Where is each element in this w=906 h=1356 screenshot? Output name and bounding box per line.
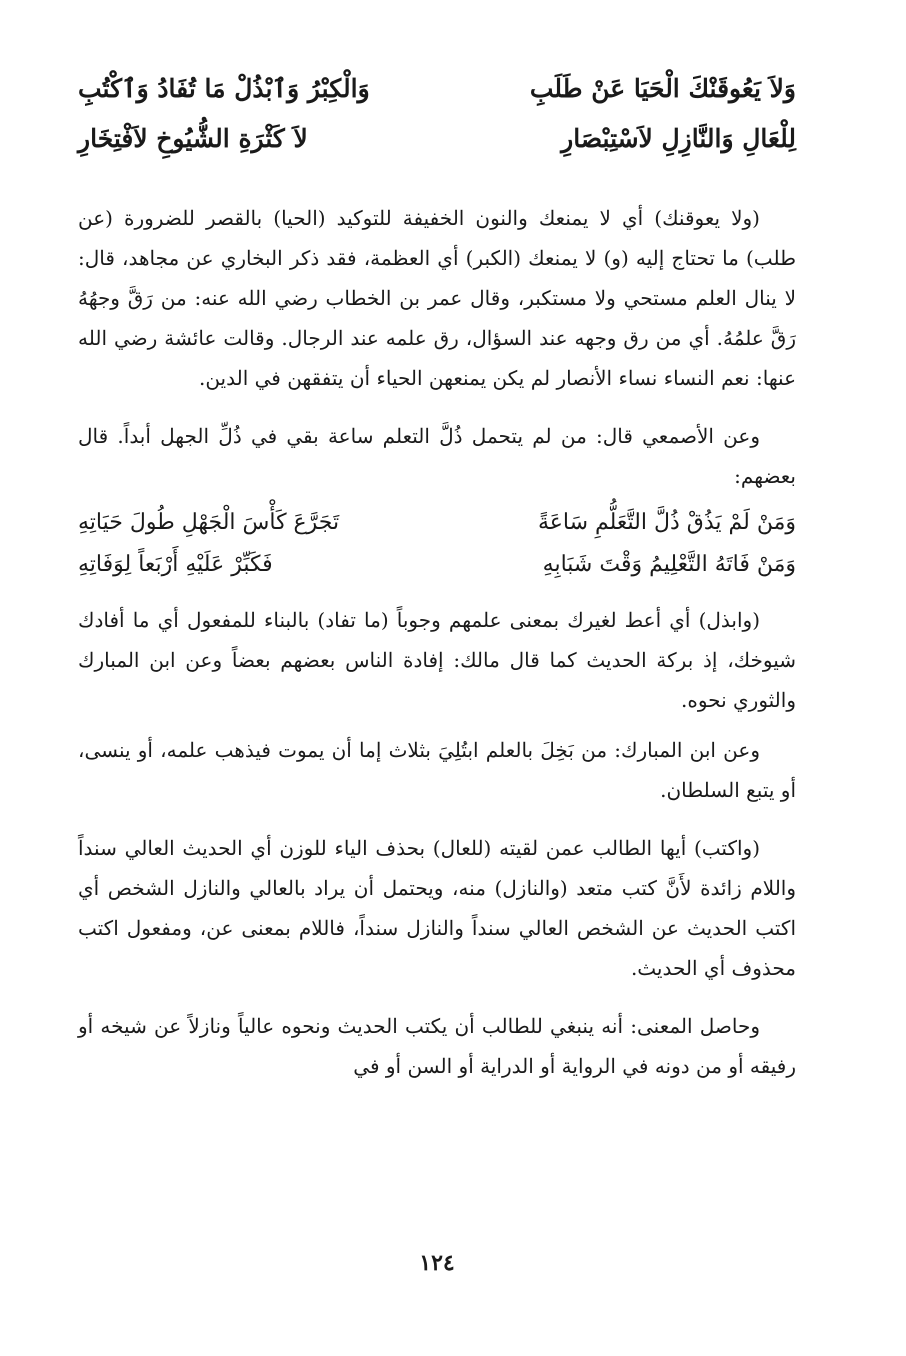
verse-line (78, 70, 796, 120)
commentary-paragraph: وعن ابن المبارك: من بَخِلَ بالعلم ابتُلِيَ بثلاث إما أن يموت فيذهب علمه، أو ينسى، أو يتبع السلطان. (78, 738, 796, 802)
poem-middle (78, 506, 796, 590)
verse-line (78, 506, 796, 548)
verse-line (78, 120, 796, 170)
commentary-paragraph: وعن الأصمعي قال: من لم يتحمل ذُلَّ التعلم ساعة بقي في ذُلِّ الجهل أبداً. قال بعضهم: (78, 424, 796, 488)
commentary-paragraph: (وابذل) أي أعط لغيرك بمعنى علمهم وجوباً (ما تفاد) بالبناء للمفعول أي ما أفادك شيوخك، إذ بركة الحديث كما قال مالك: إفادة الناس بعضهم بعضاً وعن ابن المبارك والثوري نحوه. (78, 608, 796, 712)
book-page (78, 70, 796, 1276)
verse-second-hemistich: لاَ كَثْرَةِ الشُّيُوخِ لاَفْتِخَارِ (78, 124, 308, 153)
verse-line (78, 548, 796, 590)
verse-first-hemistich: وَمَنْ لَمْ يَذُقْ ذُلَّ التَّعَلُّمِ سَاعَةً (537, 510, 796, 535)
verse-second-hemistich: فَكَبِّرْ عَلَيْهِ أَرْبَعاً لِوَفَاتِهِ (78, 552, 273, 577)
page-number: ١٢٤ (419, 1250, 455, 1276)
commentary-paragraph: وحاصل المعنى: أنه ينبغي للطالب أن يكتب الحديث ونحوه عالياً ونازلاً عن شيخه أو رفيقه أو من دونه في الرواية أو الدراية أو السن أو في (78, 1014, 796, 1078)
verse-first-hemistich: وَلاَ يَعُوقَنْكَ الْحَيَا عَنْ طَلَبِ (529, 74, 796, 103)
verse-second-hemistich: وَالْكِبْرُ وَٱبْذُلْ مَا تُفَادُ وَٱكْتُبِ (78, 74, 370, 103)
poem-top (78, 70, 796, 170)
commentary-paragraph: (ولا يعوقنك) أي لا يمنعك والنون الخفيفة للتوكيد (الحيا) بالقصر للضرورة (عن طلب) ما تحتاج إليه (و) لا يمنعك (الكبر) أي العظمة، فقد ذكر البخاري عن مجاهد، قال: لا ينال العلم مستحي ولا مستكبر، وقال عمر بن الخطاب رضي الله عنه: من رَقَّ وجهُهُ رَقَّ علمُهُ. أي من رق وجهه عند السؤال، رق علمه عند الرجال. وقالت عائشة رضي الله عنها: نعم النساء نساء الأنصار لم يكن يمنعهن الحياء أن يتفقهن في الدين. (78, 206, 797, 390)
verse-first-hemistich: وَمَنْ فَاتَهُ التَّعْلِيمُ وَقْتَ شَبَابِهِ (542, 552, 796, 577)
commentary-paragraph: (واكتب) أيها الطالب عمن لقيته (للعال) بحذف الياء للوزن أي الحديث العالي سنداً واللام زائدة لأَنَّ كتب متعد (والنازل) منه، ويحتمل أن يراد بالعالي والنازل الشخص أي اكتب الحديث عن الشخص العالي سنداً والنازل سنداً، فاللام بمعنى عن، ومفعول اكتب محذوف أي الحديث. (78, 836, 796, 980)
verse-first-hemistich: لِلْعَالِ وَالنَّازِلِ لاَسْتِبْصَارِ (561, 124, 796, 153)
verse-second-hemistich: تَجَرَّعَ كَأْسَ الْجَهْلِ طُولَ حَيَاتِهِ (78, 510, 340, 535)
